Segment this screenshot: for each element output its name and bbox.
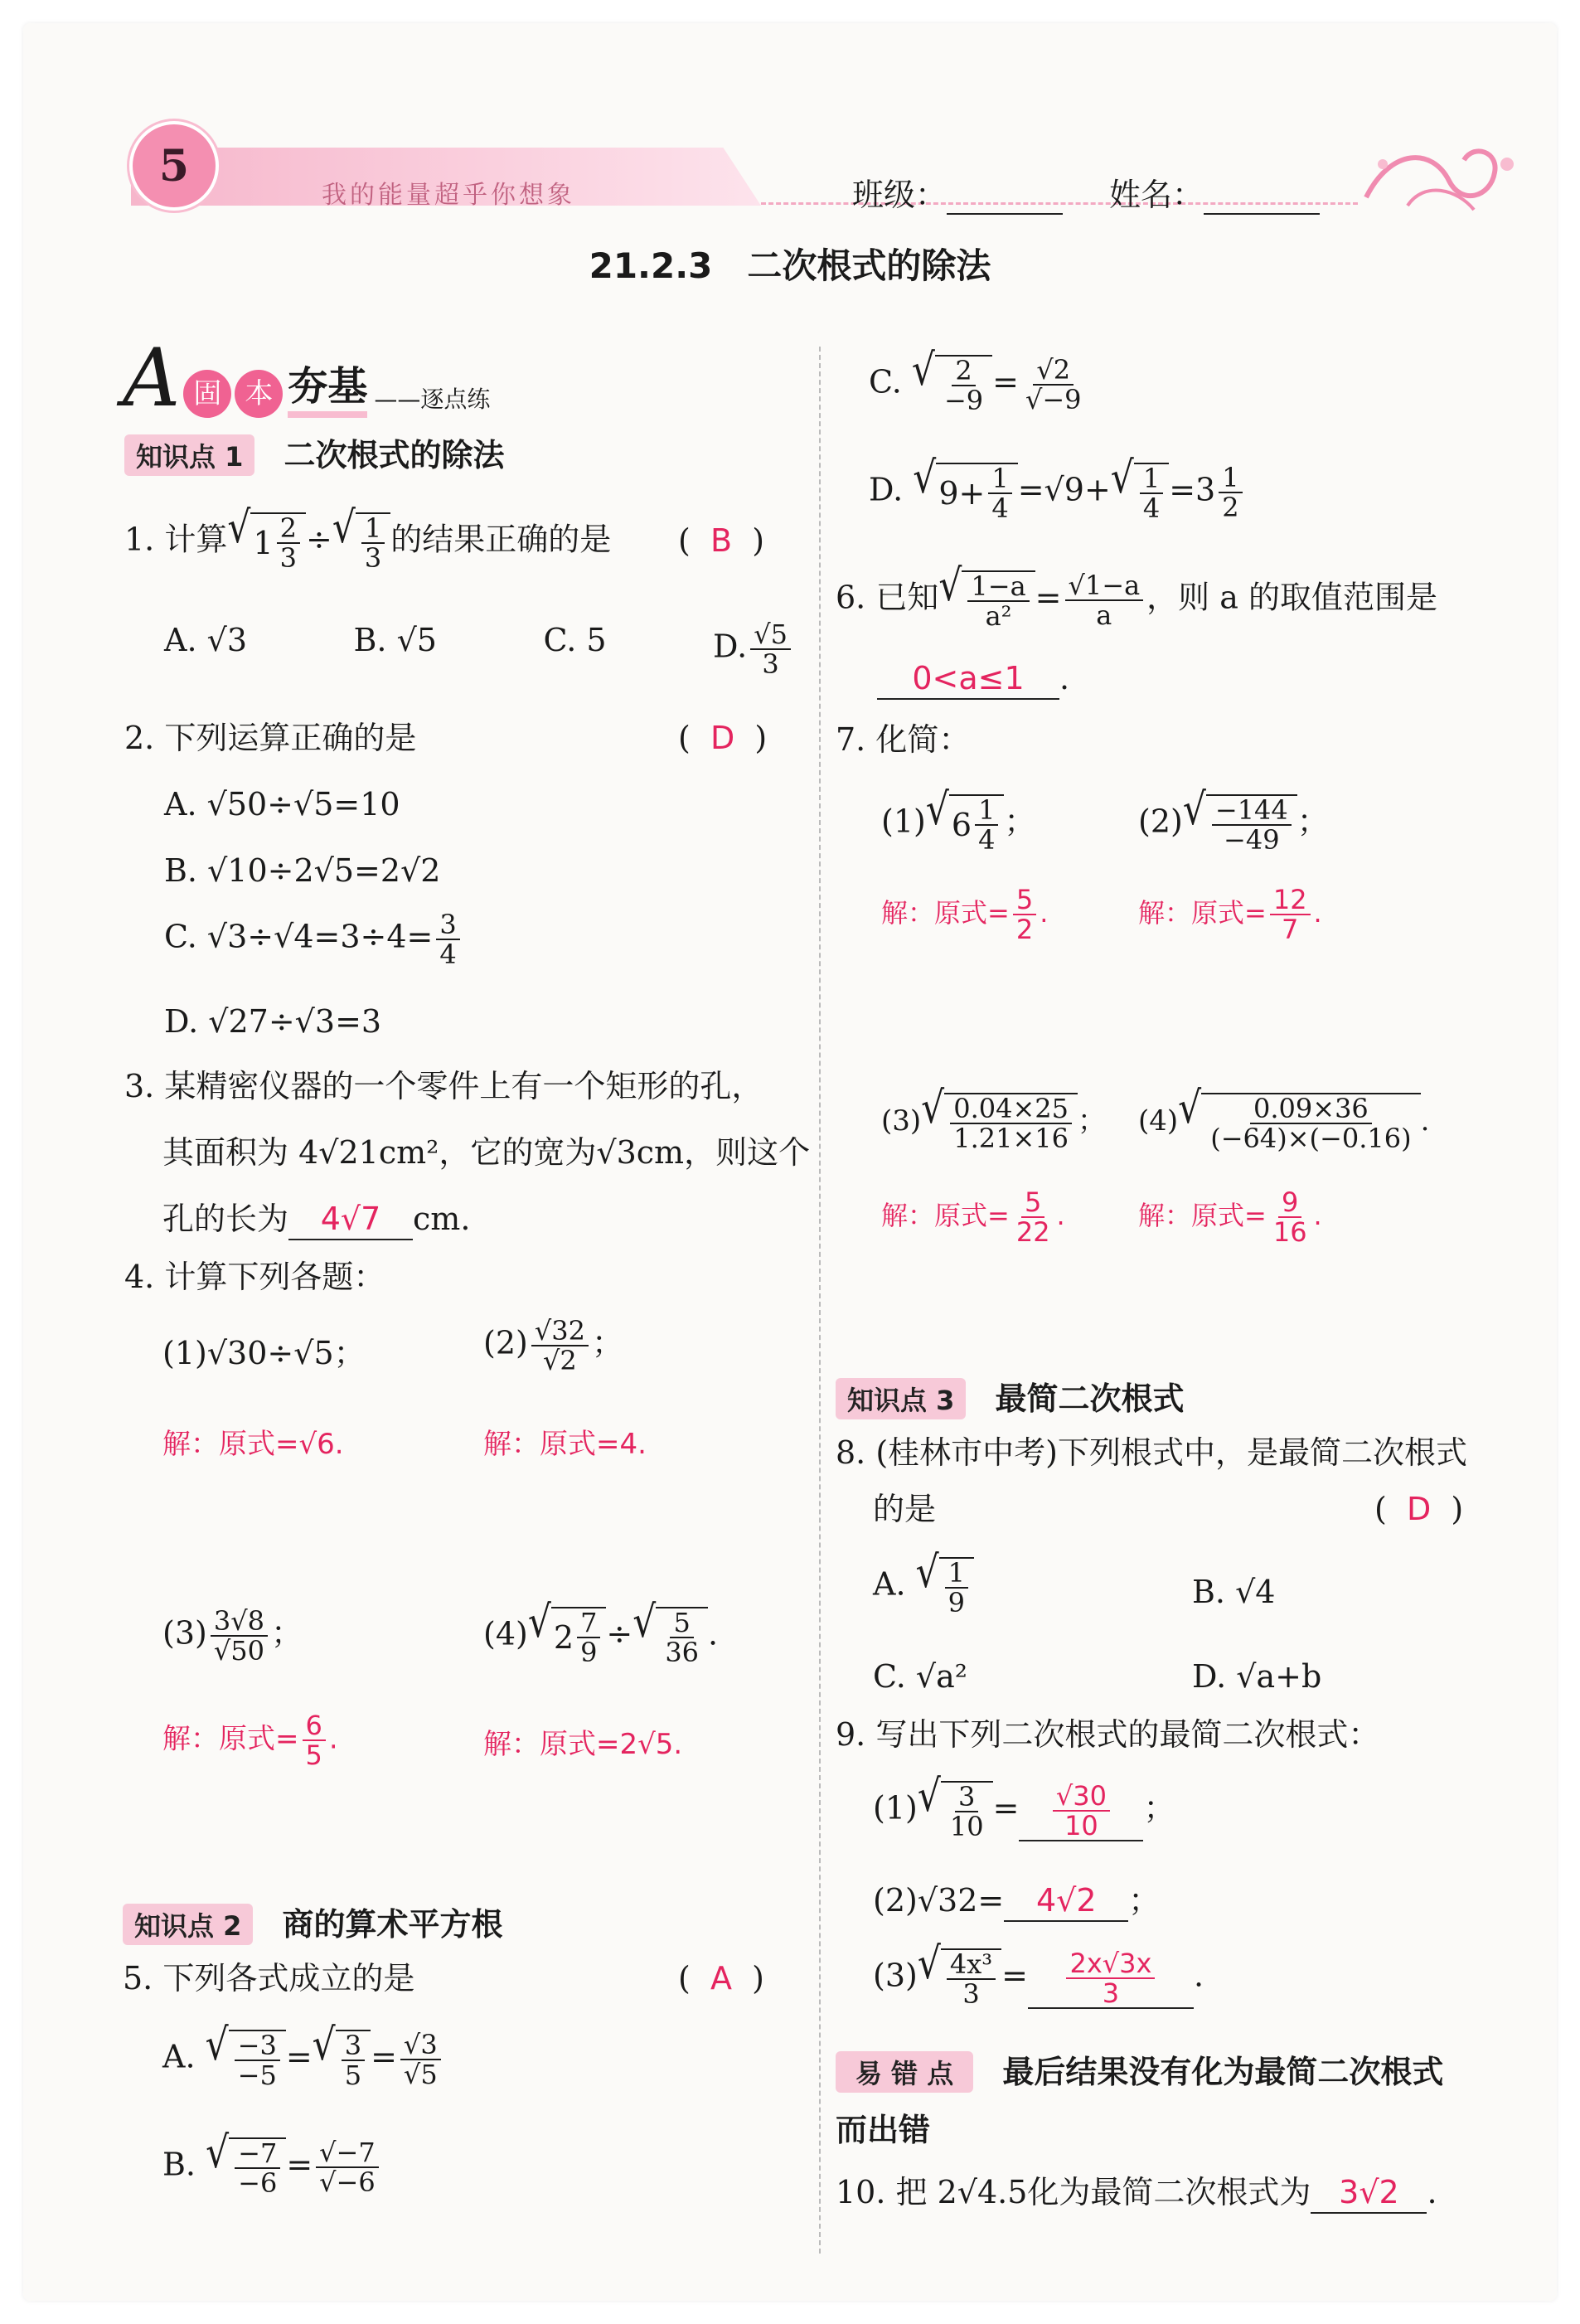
class-field[interactable] <box>947 177 1063 215</box>
section-letter: A <box>123 332 181 425</box>
q8-option-b: B. √4 <box>1192 1574 1276 1610</box>
kp1-heading <box>124 429 505 476</box>
q4-answer2: 解：原式=4. <box>483 1428 647 1461</box>
decorative-flourish-icon <box>1358 131 1524 222</box>
q3-line3: 孔的长为 4√7 cm. <box>162 1199 470 1240</box>
q7-part1: (1) √ 6 $\frac{1}{4}$ ； <box>881 784 1036 856</box>
q8-option-a: A. √ $\frac{1}{9}$ <box>873 1557 974 1617</box>
section-sub: ——逐点练 <box>374 386 491 413</box>
q7-answer4: 解：原式= $\frac{9}{16}$ . <box>1138 1186 1322 1248</box>
q1-option-c: C. 5 <box>543 622 607 658</box>
q6-answer-line: 0<a≤1 . <box>877 658 1069 700</box>
q1: 1. 计算 √ 1 $\frac{2}{3}$ ÷ √ $\frac{1}{3}$ 的结果正确的是 <box>124 502 612 574</box>
q4-answer1: 解：原式=√6. <box>162 1428 344 1461</box>
header-slogan: 我的能量超乎你想象 <box>322 181 575 210</box>
kp3-title: 最简二次根式 <box>995 1380 1185 1417</box>
q1-options <box>164 620 794 678</box>
q1-answer-bracket: ( B ) <box>678 522 765 559</box>
q9-part3: (3) √ $\frac{\text{4x³}}{3}$ = $\frac{2x√3x}{3}$ . <box>873 1938 1204 2010</box>
q1-answer: B <box>710 522 733 559</box>
q2-option-a: A. √50÷√5=10 <box>164 786 400 822</box>
mistake-line2: 而出错 <box>836 2112 931 2148</box>
q5-answer-bracket: ( A ) <box>678 1960 764 1997</box>
q1-option-a: A. √3 <box>164 622 248 658</box>
q6: 6. 已知 √ $\frac{1-a}{\text{a²}}$ = $\frac{√1-a}{a}$ ，则 a 的取值范围是 <box>836 560 1437 632</box>
worksheet-page <box>23 23 1557 2301</box>
q4-answer3: 解：原式= $\frac{6}{5}$ . <box>162 1710 338 1771</box>
q9-answer1[interactable]: $\frac{√30}{10}$ <box>1019 1782 1143 1841</box>
q5-option-c: C. √ $\frac{2}{-9}$ = $\frac{√2}{√-9}$ <box>869 345 1082 416</box>
q9-answer3[interactable]: $\frac{2x√3x}{3}$ <box>1028 1949 1194 2009</box>
q8-option-d: D. √a+b <box>1192 1658 1322 1695</box>
q4-part2: (2) $\frac{√32}{√2}$ ； <box>483 1315 623 1376</box>
q5-answer: A <box>710 1960 732 1997</box>
kp2-heading <box>123 1899 503 1945</box>
q9: 9. 写出下列二次根式的最简二次根式： <box>836 1716 1380 1753</box>
q2-answer-bracket: ( D ) <box>678 720 768 756</box>
name-field[interactable] <box>1204 177 1320 215</box>
q5: 5. 下列各式成立的是 <box>123 1960 415 1997</box>
q10: 10. 把 2√4.5化为最简二次根式为 3√2 . <box>836 2172 1437 2214</box>
section-rest: 夯基 <box>288 354 367 418</box>
kp1-tag: 知识点 1 <box>124 434 254 476</box>
q7-part4: (4) √ $\frac{0.09\times 36}{(-64)\times(-0.16)}$ . <box>1138 1083 1430 1154</box>
kp3-heading <box>836 1373 1185 1419</box>
q9-part1: (1) √ $\frac{3}{10}$ = $\frac{√30}{10}$ ； <box>873 1771 1175 1842</box>
kp2-title: 商的算术平方根 <box>282 1906 503 1943</box>
name-label: 姓名： <box>1109 169 1320 215</box>
q1-option-d: D. $\frac{√5}{3}$ <box>713 620 794 678</box>
page-number: 5 <box>158 140 190 192</box>
q4-part3: (3) $\frac{3√8}{√50}$ ； <box>162 1605 303 1667</box>
q5-option-a: A. √ $\frac{-3}{-5}$ = √ $\frac{3}{5}$ = $\frac{√3}{√5}$ <box>162 2030 444 2089</box>
q4-part4: (4) √ 2 $\frac{7}{9}$ ÷ √ $\frac{5}{36}$ . <box>483 1597 719 1668</box>
mistake-tag: 易 错 点 <box>836 2051 973 2093</box>
q5-option-b: B. √ $\frac{-7}{-6}$ = $\frac{√-7}{√-6}$ <box>162 2137 382 2197</box>
q8-line1: 8. (桂林市中考)下列根式中，是最简二次根式 <box>836 1434 1468 1471</box>
q8-answer: D <box>1406 1491 1432 1527</box>
q2: 2. 下列运算正确的是 <box>124 720 417 756</box>
column-divider <box>819 347 821 2254</box>
q8-answer-bracket: ( D ) <box>1374 1491 1464 1527</box>
kp2-tag: 知识点 2 <box>123 1904 253 1945</box>
kp3-tag: 知识点 3 <box>836 1378 966 1419</box>
q9-part2: (2)√32= 4√2 ； <box>873 1880 1160 1922</box>
section-a-banner <box>123 332 491 425</box>
badge-ben: 本 <box>235 370 283 418</box>
q7-answer2: 解：原式= $\frac{12}{7}$ . <box>1138 884 1322 945</box>
q4-answer4: 解：原式=2√5. <box>483 1728 683 1761</box>
q8-option-c: C. √a² <box>873 1658 967 1695</box>
q3-line1: 3. 某精密仪器的一个零件上有一个矩形的孔， <box>124 1068 763 1104</box>
q4: 4. 计算下列各题： <box>124 1259 385 1295</box>
q1-option-b: B. √5 <box>353 622 437 658</box>
q7-answer1: 解：原式= $\frac{5}{2}$ . <box>881 884 1049 945</box>
q8-line2: 的是 <box>873 1491 937 1527</box>
mistake-line1: 最后结果没有化为最简二次根式 <box>1002 2054 1444 2090</box>
q10-answer[interactable]: 3√2 <box>1311 2172 1427 2214</box>
q2-answer: D <box>710 720 735 756</box>
q7-part2: (2) √ $\frac{-144}{-49}$ ； <box>1138 784 1329 856</box>
badge-gu: 固 <box>183 370 231 418</box>
mistake-heading <box>836 2046 1443 2093</box>
q5-option-d: D. √ 9+ $\frac{1}{4}$ =√9+ √ $\frac{1}{4}$ =3 $\frac{1}{2}$ <box>869 463 1246 522</box>
q2-option-d: D. √27÷√3=3 <box>164 1003 382 1040</box>
page-number-badge <box>129 121 219 211</box>
q7-part3: (3) √ $\frac{0.04\times 25}{1.21\times 16}$ ； <box>881 1083 1106 1154</box>
q4-part1: (1)√30÷√5； <box>162 1335 366 1371</box>
kp1-title: 二次根式的除法 <box>284 437 505 473</box>
q2-option-c: C. √3÷√4=3÷4= $\frac{3}{4}$ <box>164 910 463 968</box>
class-label: 班级： <box>852 169 1063 215</box>
q7: 7. 化简： <box>836 721 971 758</box>
q3-line2: 其面积为 4√21cm²，它的宽为√3cm，则这个 <box>162 1134 811 1171</box>
q2-option-b: B. √10÷2√5=2√2 <box>164 852 441 889</box>
q7-answer3: 解：原式= $\frac{5}{22}$ . <box>881 1186 1065 1248</box>
q3-answer[interactable]: 4√7 <box>288 1199 413 1240</box>
lesson-title: 21.2.3 二次根式的除法 <box>589 245 991 286</box>
q9-answer2[interactable]: 4√2 <box>1004 1880 1128 1922</box>
q6-answer[interactable]: 0<a≤1 <box>877 658 1059 700</box>
